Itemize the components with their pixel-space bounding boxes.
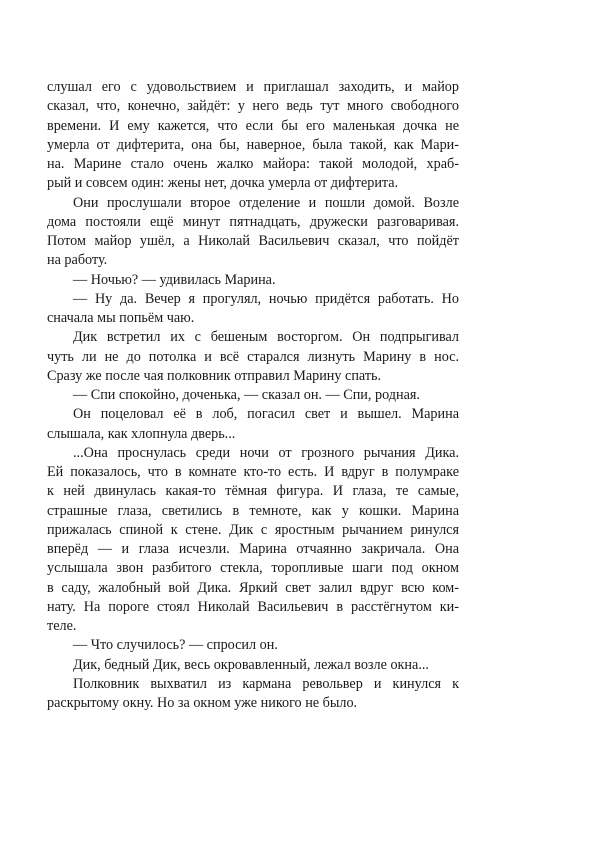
text-line: к ней двинулась какая-то тёмная фигура. И глаза, те самые, [47,483,459,500]
text-line: — Ночью? — удивилась Марина. [73,271,276,288]
text-line: слушал его с удовольствием и приглашал заходить, и майор [47,79,459,95]
paragraph [47,194,459,271]
text-line: слышала, как хлопнула дверь... [47,425,236,442]
text-line: — Спи спокойно, доченька, — сказал он. — Спи, родная. [73,387,420,403]
text-line: раскрытому окну. Но за окном уже никого не было. [47,695,358,711]
paragraph [47,675,459,714]
text-line: теле. [47,618,77,634]
paragraph [47,405,459,444]
text-line: Сразу же после чая полковник отправил Марину спать. [47,367,382,384]
text-line: рый и совсем один: жены нет, дочка умерла от дифтерита. [47,175,399,192]
text-line: прижалась спиной к стене. Дик с яростным рычанием ринулся [47,521,459,538]
text-line: на. Марине стало очень жалко майора: такой молодой, храб- [47,156,459,172]
paragraph [47,444,459,637]
text-line: умерла от дифтерита, она бы, наверное, была такой, как Мари- [47,136,459,153]
text-line: дома постояли ещё минут пятнадцать, дружески разговаривая. [47,213,459,230]
text-line: — Ну да. Вечер я прогулял, ночью придётся работать. Но [73,290,459,307]
text-line: сказал, что, конечно, зайдёт: у него ведь тут много свободного [47,98,459,115]
text-line: — Что случилось? — спросил он. [73,637,278,654]
paragraph [47,328,459,386]
page-text-body [47,78,459,713]
text-line: в саду, жалобный вой Дика. Яркий свет залил вдруг всю ком- [47,579,459,596]
text-line: ...Она проснулась среди ночи от грозного рычания Дика. [73,444,459,461]
text-line: Полковник выхватил из кармана револьвер и кинулся к [73,675,459,692]
text-line: Они прослушали второе отделение и пошли домой. Возле [73,194,459,211]
text-line: на работу. [47,252,108,269]
text-line: Потом майор ушёл, а Николай Васильевич сказал, что пойдёт [47,233,459,249]
text-line: Дик встретил их с бешеным восторгом. Он подпрыгивал [73,329,459,346]
text-line: Ей показалось, что в комнате кто-то есть. И вдруг в полумраке [47,464,459,480]
text-line: услышала звон разбитого стекла, торопливые шаги под окном [47,560,459,577]
text-line: чуть ли не до потолка и всё старался лизнуть Марину в нос. [47,348,459,365]
text-line: Он поцеловал её в лоб, погасил свет и вышел. Марина [73,406,459,423]
paragraph [47,386,459,405]
paragraph [47,78,459,194]
text-line: нату. На пороге стоял Николай Васильевич в расстёгнутом ки- [47,598,459,615]
paragraph [47,271,459,290]
text-line: вперёд — и глаза исчезли. Марина отчаянно закричала. Она [47,541,459,557]
text-line: страшные глаза, светились в темноте, как у кошки. Марина [47,502,459,519]
paragraph [47,636,459,655]
paragraph [47,656,459,675]
text-line: сначала мы попьём чаю. [47,310,195,326]
text-line: времени. И ему кажется, что если бы его маленькая дочка не [47,117,459,134]
paragraph [47,290,459,329]
text-line: Дик, бедный Дик, весь окровавленный, лежал возле окна... [73,656,429,673]
